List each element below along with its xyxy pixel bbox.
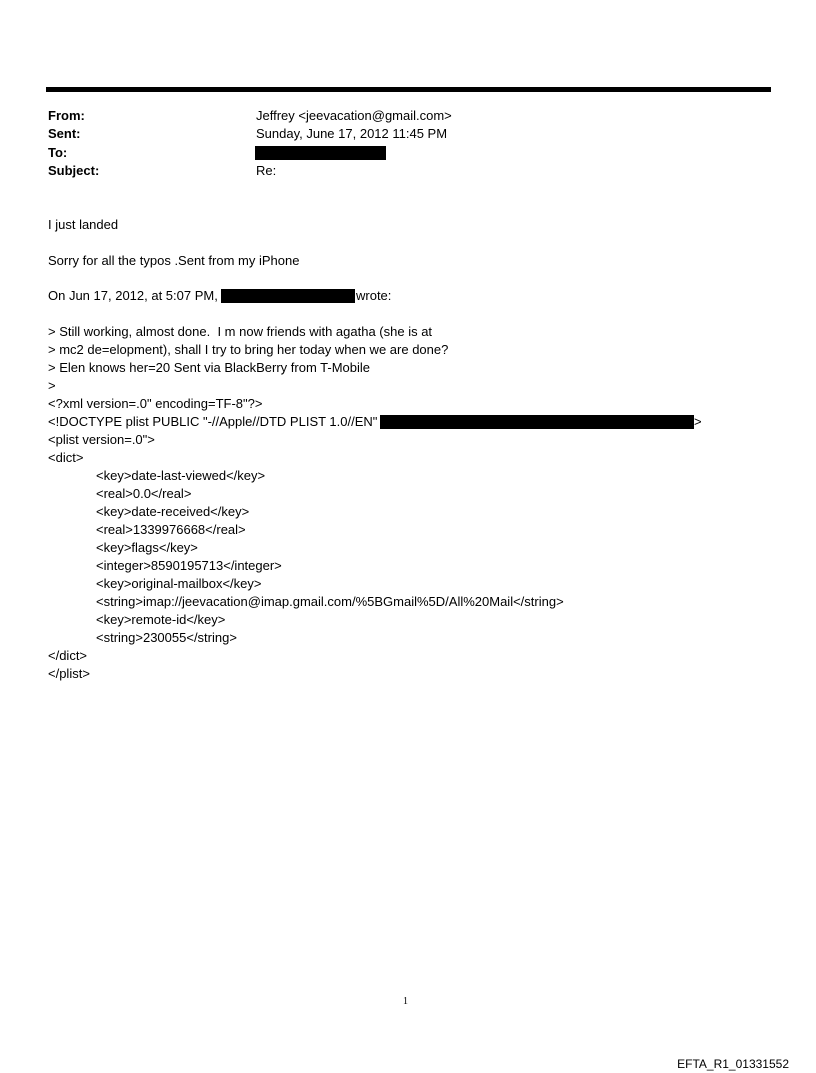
xml-line: <real>1339976668</real>: [96, 522, 246, 537]
xml-dict-close: </dict>: [48, 648, 88, 663]
xml-doctype: <!DOCTYPE plist PUBLIC "-//Apple//DTD PLIST 1.0//EN": [48, 414, 378, 429]
xml-doctype-end: >: [694, 414, 702, 429]
subject-label: Subject:: [48, 163, 100, 178]
body-line-typos: Sorry for all the typos .Sent from my iPhone: [48, 253, 300, 268]
xml-line: <string>230055</string>: [96, 630, 237, 645]
xml-plist-open: <plist version=.0">: [48, 432, 155, 447]
bates-number: EFTA_R1_01331552: [677, 1057, 789, 1071]
xml-line: <key>date-last-viewed</key>: [96, 468, 266, 483]
subject-value: Re:: [256, 163, 277, 178]
header-rule: [46, 87, 771, 92]
xml-line: <real>0.0</real>: [96, 486, 192, 501]
page-number: 1: [403, 996, 408, 1007]
quote-line-1: > Still working, almost done. I m now friends with agatha (she is at: [48, 324, 433, 339]
on-date-prefix: On Jun 17, 2012, at 5:07 PM,: [48, 288, 218, 303]
sent-label: Sent:: [48, 126, 81, 141]
doctype-redaction: [380, 415, 694, 429]
xml-line: <key>date-received</key>: [96, 504, 250, 519]
xml-line: <integer>8590195713</integer>: [96, 558, 282, 573]
xml-declaration: <?xml version=.0" encoding=TF-8"?>: [48, 396, 263, 411]
from-label: From:: [48, 108, 85, 123]
xml-line: <key>remote-id</key>: [96, 612, 226, 627]
on-date-suffix: wrote:: [356, 288, 392, 303]
xml-line: <key>flags</key>: [96, 540, 198, 555]
body-line-landed: I just landed: [48, 217, 119, 232]
xml-plist-close: </plist>: [48, 666, 90, 681]
sender-redaction: [221, 289, 355, 303]
quote-line-2: > mc2 de=elopment), shall I try to bring her today when we are done?: [48, 342, 449, 357]
from-value: Jeffrey <jeevacation@gmail.com>: [256, 108, 452, 123]
xml-dict-open: <dict>: [48, 450, 84, 465]
quote-line-3: > Elen knows her=20 Sent via BlackBerry from T-Mobile: [48, 360, 371, 375]
xml-line: <key>original-mailbox</key>: [96, 576, 262, 591]
sent-value: Sunday, June 17, 2012 11:45 PM: [256, 126, 448, 141]
to-label: To:: [48, 145, 68, 160]
to-redaction: [255, 146, 386, 160]
quote-line-4: >: [48, 378, 56, 393]
xml-line: <string>imap://jeevacation@imap.gmail.com/%5BGmail%5D/All%20Mail</string>: [96, 594, 564, 609]
